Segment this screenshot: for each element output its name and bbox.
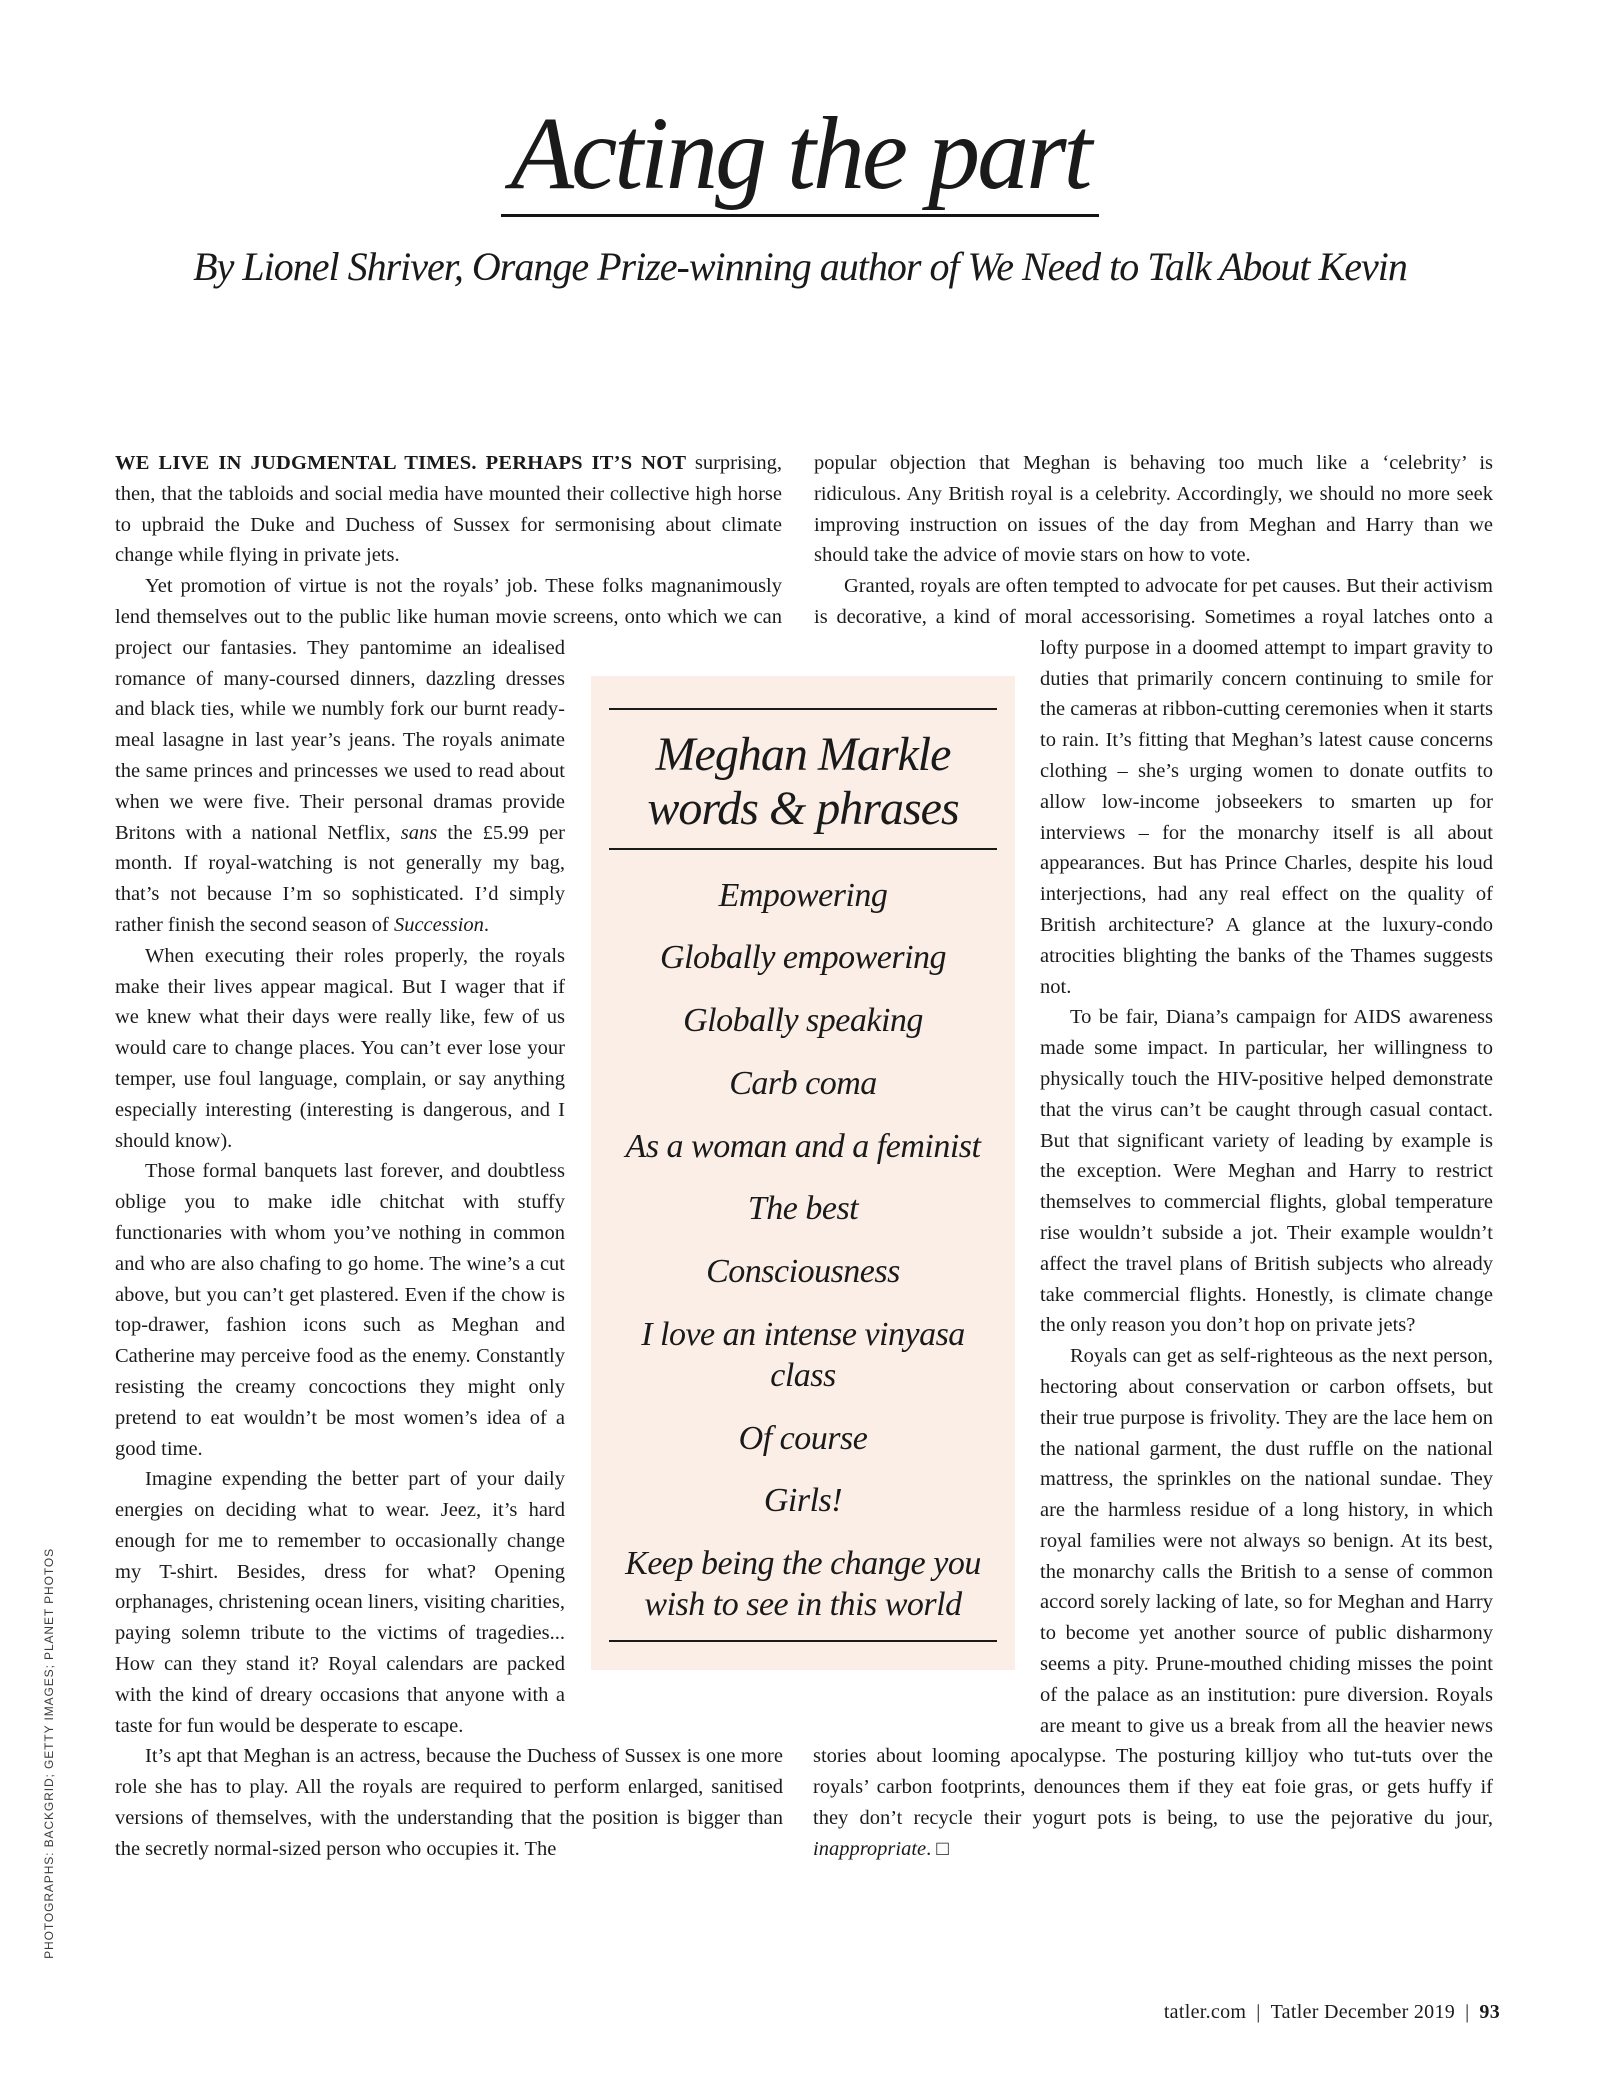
pullquote-phrase-11: Keep being the change you wish to see in this world: [625, 1545, 981, 1624]
pullquote-phrase-1: Empowering: [718, 876, 888, 914]
paragraph-text: .: [483, 913, 490, 936]
pullquote-phrase-3: Globally speaking: [683, 1002, 923, 1040]
paragraph-text: . □: [926, 1837, 949, 1860]
article-title: Acting the part: [501, 96, 1100, 217]
text-wrap-spacer: [782, 448, 783, 663]
page-footer: [1164, 2001, 1500, 2024]
pullquote-title: [609, 728, 997, 850]
pullquote-bottom-rule: [609, 1640, 997, 1642]
pullquote-phrase-9: Of course: [738, 1419, 868, 1457]
pullquote-box: [591, 676, 1015, 1670]
footer-page-number: 93: [1479, 2001, 1500, 2023]
pullquote-phrase-5: As a woman and a feminist: [625, 1127, 981, 1165]
photo-credit: PHOTOGRAPHS: BACKGRID; GETTY IMAGES; PLANET PHOTOS: [42, 1548, 56, 1959]
article-byline: By Lionel Shriver, Orange Prize-winning author of We Need to Talk About Kevin: [193, 244, 1407, 290]
paragraph-text: Granted, royals are often tempted to advocate for pet causes. But their activism is decorative, a kind of moral accessorising. Sometimes a royal latches onto a lofty purpose in a doomed attempt to impart gravity to duties that primarily concern continuing to smile for the cameras at ribbon-cutting ceremonies when it starts to rain. It’s fitting that Meghan’s latest cause concerns clothing – she’s urging women to donate outfits to allow low-income jobseekers to smarten up for interviews – for the monarchy itself is all about appearances. But has Prince Charles, despite his loud interjections, had any real effect on the quality of British architecture? A glance at the luxury-condo atrocities blighting the banks of the Thames suggests not.: [814, 575, 1493, 998]
paragraph-text: Royals can get as self-righteous as the next person, hectoring about conservation or carbon offsets, but their true purpose is frivolity. They are the lace hem on the national garment, the dust ruffle on the national mattress, the sprinkles on the national sundae. They are the harmless residue of a long history, in which royal families were not always so benign. At its best, the monarchy calls the British to a sense of common accord sorely lacking of late, so for Meghan and Harry to become yet another source of public disharmony seems a pity. Prune-mouthed chiding misses the point of the palace as an institution: pure diversion. Royals are meant to give us a break from all the heavier news stories about looming apocalypse. The posturing killjoy who tut-tuts over the royals’ carbon footprints, denounces them if they eat foie gras, or gets huffy if they don’t recycle their yogurt pots is being, to use the pejorative du jour,: [813, 1345, 1493, 1830]
pullquote-phrase-list: [609, 876, 997, 1626]
left-column-paragraph-1: [115, 448, 783, 571]
pullquote-phrase-6: The best: [747, 1190, 859, 1228]
paragraph-text: sans: [400, 821, 438, 844]
masthead: [0, 96, 1600, 291]
paragraph-text: Those formal banquets last forever, and doubtless oblige you to make idle chitchat with stuffy functionaries with whom you’ve nothing in common and who are also chafing to go home. The wine’s a cut above, but you can’t get plastered. Even if the chow is top-drawer, fashion icons such as Meghan and Catherine may perceive food as the enemy. Constantly resisting the creamy concoctions they might only pretend to eat wouldn’t be most women’s idea of a good time.: [115, 1160, 565, 1460]
footer-separator: |: [1256, 2001, 1261, 2023]
paragraph-text: Yet promotion of virtue is not the royals’ job. These folks magnanimously lend themselves out to the public like human movie screens, onto which we can project our fantasies. They pantomime an idealised romance of many-coursed dinners, dazzling dresses and black ties, while we numbly fork our burnt ready-meal lasagne in last year’s jeans. The royals animate the same princes and princesses we used to read about when we were five. Their personal dramas provide Britons with a national Netflix,: [115, 575, 782, 844]
paragraph-text: Imagine expending the better part of your daily energies on deciding what to wear. Jeez, it’s hard enough for me to remember to occasionally change my T-shirt. Besides, dress for what? Opening orphanages, christening ocean liners, visiting charities, paying solemn tribute to the victims of tragedies... How can they stand it? Royal calendars are packed with the kind of dreary occasions that anyone with a taste for fun would be desperate to escape.: [115, 1468, 565, 1737]
left-column-paragraph-6: [115, 1741, 783, 1864]
paragraph-text: It’s apt that Meghan is an actress, because the Duchess of Sussex is one more role she has to play. All the royals are required to perform enlarged, sanitised versions of themselves, with the understanding that the position is bigger than the secretly normal-sized person who occupies it. The: [115, 1745, 783, 1860]
right-column-paragraph-1: [813, 448, 1493, 571]
paragraph-text: the £5.99 per month. If royal-watching is not generally my bag, that’s not because I’m so sophisticated. I’d simply rather finish the second season of: [115, 821, 565, 936]
pullquote-title-line2: words & phrases: [647, 781, 959, 835]
pullquote-phrase-4: Carb coma: [729, 1064, 877, 1102]
pullquote-phrase-8: I love an intense vinyasa class: [641, 1316, 965, 1394]
footer-separator: |: [1465, 2001, 1470, 2023]
paragraph-text: When executing their roles properly, the royals make their lives appear magical. But I wager that if we knew what their days were really like, few of us would care to change places. You can’t ever lose your temper, use foul language, complain, or say anything especially interesting (interesting is dangerous, and I should know).: [115, 944, 565, 1152]
pullquote-top-rule: [609, 708, 997, 710]
paragraph-text: inappropriate: [813, 1837, 927, 1860]
paragraph-text: To be fair, Diana’s campaign for AIDS awareness made some impact. In particular, her willingness to physically touch the HIV-positive helped demonstrate that the virus can’t be caught through casual contact. But that significant variety of leading by example is the exception. Were Meghan and Harry to restrict themselves to commercial flights, global temperature rise wouldn’t subside a jot. Their example wouldn’t affect the travel plans of British subjects who already take commercial flights. Honestly, is climate change the only reason you don’t hop on private jets?: [1040, 1006, 1493, 1337]
paragraph-text: surprising, then, that the tabloids and social media have mounted their collective high horse to upbraid the Duke and Duchess of Sussex for sermonising about climate change while flying in private jets.: [115, 452, 782, 567]
pullquote-phrase-10: Girls!: [763, 1482, 843, 1520]
pullquote-phrase-2: Globally empowering: [659, 939, 947, 977]
footer-issue: Tatler December 2019: [1270, 2001, 1456, 2023]
paragraph-text: Succession: [393, 913, 484, 936]
paragraph-text: popular objection that Meghan is behaving too much like a ‘celebrity’ is ridiculous. Any British royal is a celebrity. Accordingly, we should no more seek improving instruction on issues of the day from Meghan and Harry than we should take the advice of movie stars on how to vote.: [814, 452, 1493, 567]
paragraph-lead-in: WE LIVE IN JUDGMENTAL TIMES. PERHAPS IT’S NOT: [115, 452, 695, 474]
pullquote-title-line1: Meghan Markle: [655, 728, 951, 781]
pullquote-phrase-7: Consciousness: [706, 1253, 900, 1291]
footer-site-url: tatler.com: [1163, 2001, 1247, 2023]
